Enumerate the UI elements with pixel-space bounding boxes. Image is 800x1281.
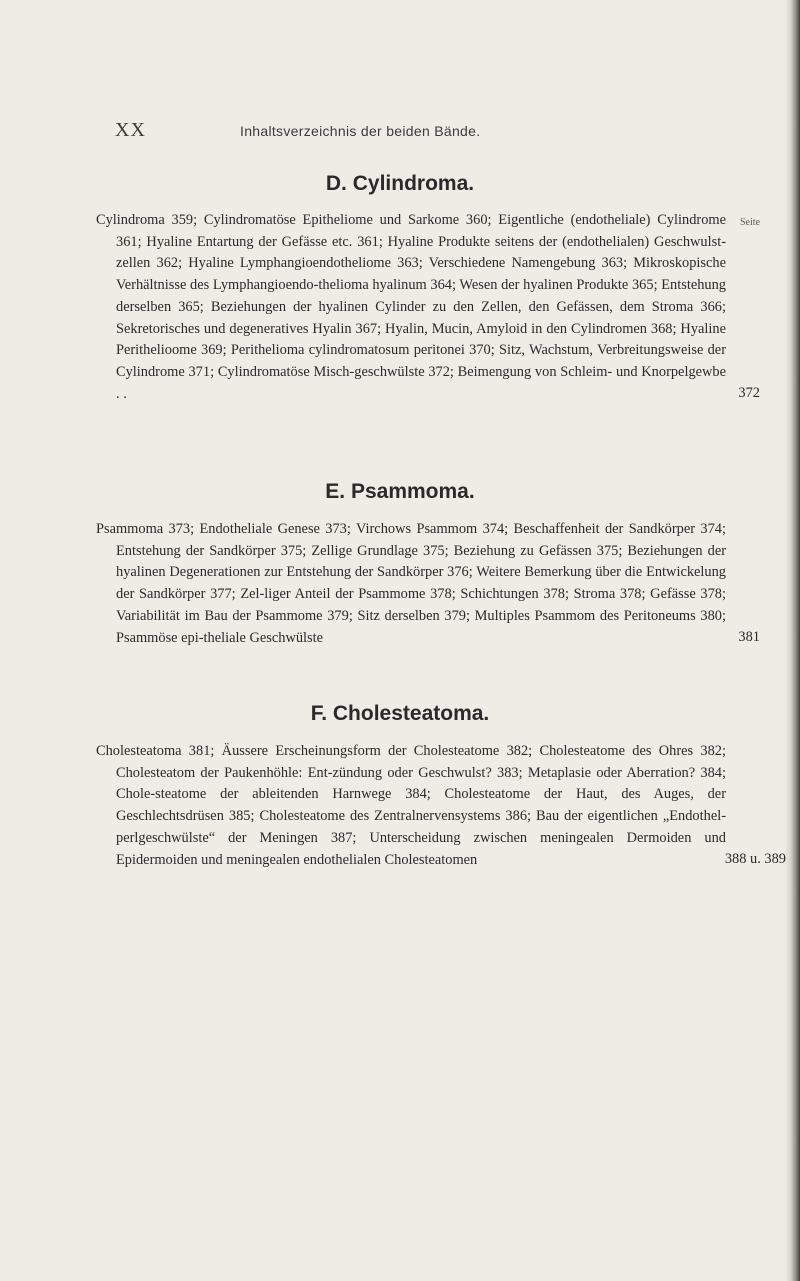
section-title-e: E. Psammoma.: [325, 480, 475, 503]
section-text: Cylindroma 359; Cylindromatöse Epitheliome und Sarkome 360; Eigentliche (endotheliale) Cylindrome 361; Hyaline Entartung der Gefässe etc. 361; Hyaline Produkte seitens der (endothelialen) Geschwulst-zellen 362; Hyaline Lymphangioendotheliome 363; Verschiedene Namengebung 363; Mikroskopische Verhältnisse des Lymphangioendo-thelioma hyalinum 364; Wesen der hyalinen Produkte 365; Entstehung derselben 365; Beziehungen der hyalinen Cylinder zu den Zellen, den Gefässen, dem Stroma 366; Sekretorisches und degeneratives Hyalin 367; Hyalin, Mucin, Amyloid in den Cylindromen 368; Hyaline Perithelioome 369; Perithelioma cylindromatosum peritonei 370; Sitz, Wachstum, Verbreitungsweise der Cylindrome 371; Cylindromatöse Misch-geschwülste 372; Beimengung von Schleim- und Knorpelgewbe . .: [96, 212, 726, 402]
section-entry-d: [96, 210, 760, 405]
page-number: XX: [115, 119, 146, 141]
header-title: Inhaltsverzeichnis der beiden Bände.: [240, 123, 481, 139]
section-title-d: D. Cylindroma.: [325, 172, 475, 195]
section-page: 388 u. 389: [724, 851, 786, 868]
section-title-f: F. Cholesteatoma.: [310, 702, 490, 725]
section-entry-f: [96, 741, 786, 871]
section-page: 372: [738, 385, 760, 402]
section-text: Cholesteatoma 381; Äussere Erscheinungsform der Cholesteatome 382; Cholesteatome des Ohres 382; Cholesteatom der Paukenhöhle: Ent-zündung oder Geschwulst? 383; Metaplasie oder Aberration? 384; Chole-steatome der ableitenden Harnwege 384; Cholesteatome der Haut, des Auges, der Geschlechtsdrüsen 385; Cholesteatome des Zentralnervensystems 386; Bau der eigentlichen „Endothel-perlgeschwülste“ der Meningen 387; Unterscheidung zwischen meningealen Dermoiden und Epidermoiden und meningealen endothelialen Cholesteatomen: [96, 743, 726, 868]
section-entry-e: [96, 519, 760, 649]
section-text: Psammoma 373; Endotheliale Genese 373; Virchows Psammom 374; Beschaffenheit der Sandkörper 374; Entstehung der Sandkörper 375; Zellige Grundlage 375; Beziehung zu Gefässen 375; Beziehungen der hyalinen Degenerationen zur Entstehung der Sandkörper 376; Weitere Bemerkung über die Entwickelung der Sandkörper 377; Zel-liger Anteil der Psammome 378; Schichtungen 378; Stroma 378; Gefässe 378; Variabilität im Bau der Psammome 379; Sitz derselben 379; Multiples Psammom des Peritoneums 380; Psammöse epi-theliale Geschwülste: [96, 521, 726, 646]
section-page: 381: [738, 629, 760, 646]
seite-label: Seite: [740, 217, 760, 228]
